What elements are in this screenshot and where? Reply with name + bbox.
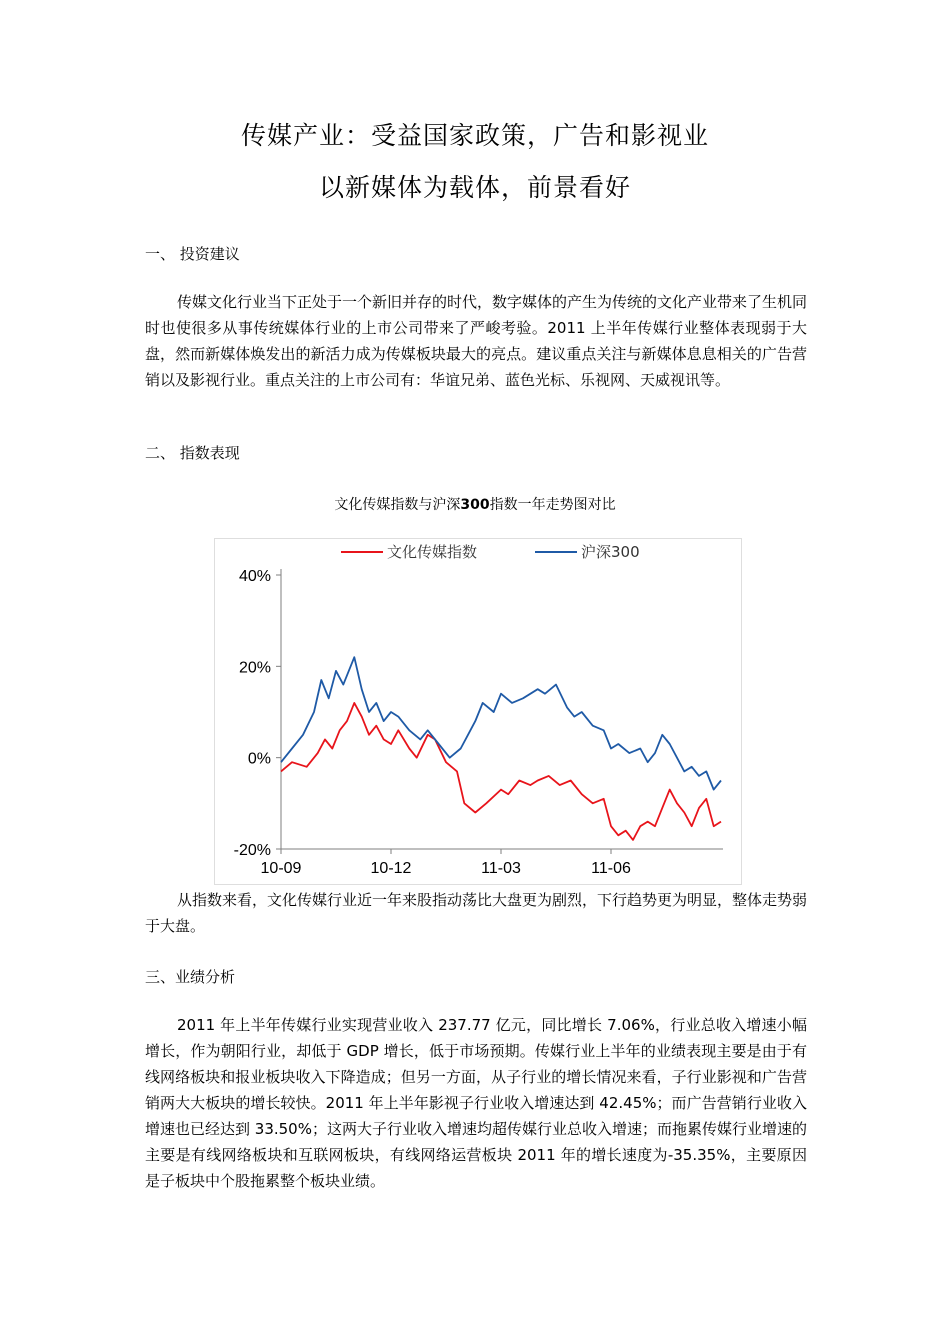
document-title-line-2: 以新媒体为载体，前景看好 xyxy=(318,173,631,202)
legend-label: 文化传媒指数 xyxy=(387,543,478,561)
chart-caption-prefix: 文化传媒指数与沪深 xyxy=(334,497,461,513)
x-tick-label: 10-09 xyxy=(260,860,302,877)
y-tick-label: 40% xyxy=(238,568,271,585)
index-paragraph: 从指数来看，文化传媒行业近一年来股指动荡比大盘更为剧烈，下行趋势更为明显，整体走势弱于大盘。 xyxy=(145,891,808,935)
x-tick-label: 11-03 xyxy=(481,860,521,877)
y-tick-label: 0% xyxy=(247,750,271,768)
chart-caption xyxy=(0,494,950,514)
performance-paragraph: 2011 年上半年传媒行业实现营业收入 237.77 亿元，同比增长 7.06%，行业总收入增速小幅增长，作为朝阳行业，却低于 GDP 增长，低于市场预期。传媒行业上半年的业绩表现主要是由于有线网络板块和报业板块收入下降造成；但另一方面，从子行业的增长情况来看，子行业影视和广告营销两大大板块的增长较快。2011 年上半年影视子行业收入增速达到 42.45%；而广告营销行业收入增速也已经达到 33.50%；这两大子行业收入增速均超传媒行业总收入增速；而拖累传媒行业增速的主要是有线网络板块和互联网板块，有线网络运营板块 2011 年的增长速度为-35.35%，主要原因是子板块中个股拖累整个板块业绩。 xyxy=(145,1016,807,1190)
series-line-media-index xyxy=(281,703,721,840)
section-heading-index: 二、 指数表现 xyxy=(145,444,240,462)
x-tick-label: 10-12 xyxy=(370,860,412,877)
y-tick-label: -20% xyxy=(233,842,271,859)
index-comparison-chart xyxy=(214,538,742,885)
section-heading-investment: 一、 投资建议 xyxy=(145,245,240,263)
section-heading-performance: 三、业绩分析 xyxy=(145,968,236,986)
chart-svg xyxy=(215,539,741,884)
document-title-line-1: 传媒产业：受益国家政策，广告和影视业 xyxy=(240,121,709,150)
x-tick-label: 11-06 xyxy=(591,860,631,877)
legend-label: 沪深300 xyxy=(581,543,640,561)
series-line-csi300 xyxy=(281,657,721,789)
chart-caption-suffix: 指数一年走势图对比 xyxy=(489,497,616,513)
investment-paragraph: 传媒文化行业当下正处于一个新旧并存的时代，数字媒体的产生为传统的文化产业带来了生机同时也使很多从事传统媒体行业的上市公司带来了严峻考验。2011 上半年传媒行业整体表现弱于大盘，然而新媒体焕发出的新活力成为传媒板块最大的亮点。建议重点关注与新媒体息息相关的广告营销以及影视行业。重点关注的上市公司有：华谊兄弟、蓝色光标、乐视网、天威视讯等。 xyxy=(145,293,808,389)
y-tick-label: 20% xyxy=(238,659,271,677)
chart-caption-bold: 300 xyxy=(460,497,490,513)
